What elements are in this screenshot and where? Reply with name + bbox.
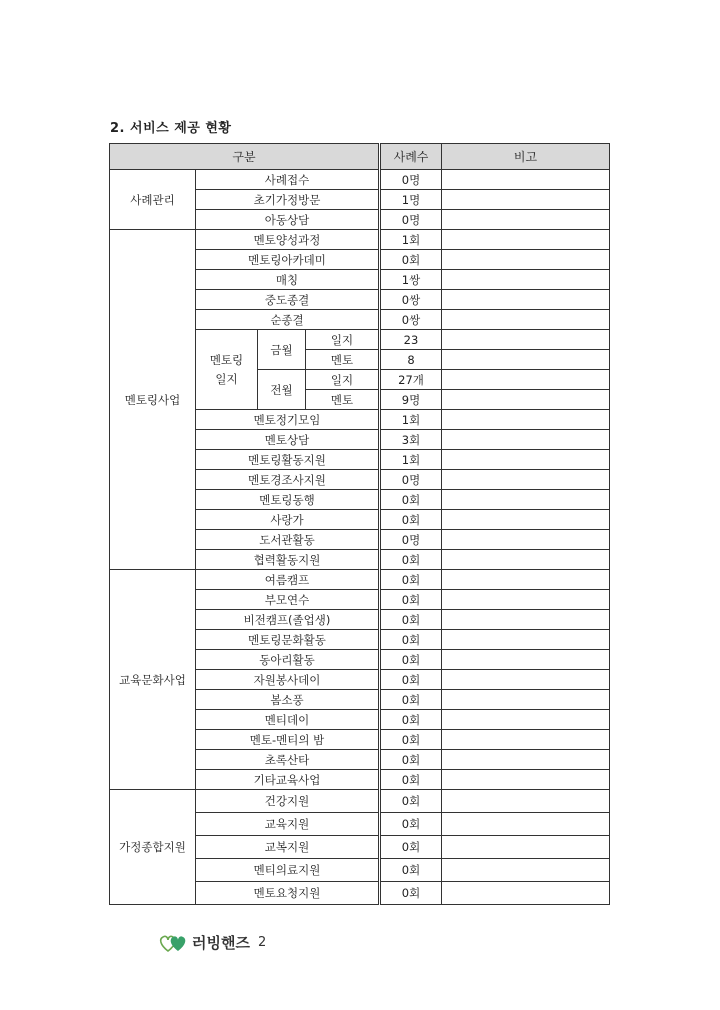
note-cell [442,630,610,650]
item-cell: 부모연수 [196,590,380,610]
item-cell: 비전캠프(졸업생) [196,610,380,630]
count-cell: 9명 [380,390,442,410]
note-cell [442,290,610,310]
count-cell: 0회 [380,730,442,750]
count-cell: 0회 [380,882,442,905]
note-cell [442,650,610,670]
note-cell [442,330,610,350]
logo-text: 러빙핸즈 [192,934,250,952]
count-cell: 1회 [380,410,442,430]
count-cell: 0회 [380,630,442,650]
count-cell: 1명 [380,190,442,210]
count-cell: 1쌍 [380,270,442,290]
note-cell [442,670,610,690]
item-cell: 자원봉사데이 [196,670,380,690]
count-cell: 0명 [380,530,442,550]
journal-label-line2: 일지 [215,371,238,386]
service-status-table [109,143,610,905]
note-cell [442,230,610,250]
note-cell [442,270,610,290]
count-cell: 27개 [380,370,442,390]
count-cell: 0회 [380,490,442,510]
note-cell [442,813,610,836]
count-cell: 0회 [380,590,442,610]
item-cell: 순종결 [196,310,380,330]
item-cell: 도서관활동 [196,530,380,550]
note-cell [442,610,610,630]
count-cell: 0회 [380,836,442,859]
count-cell: 0회 [380,650,442,670]
note-cell [442,370,610,390]
item-cell: 여름캠프 [196,570,380,590]
count-cell: 0회 [380,670,442,690]
count-cell: 0회 [380,550,442,570]
item-cell: 교복지원 [196,836,380,859]
count-cell: 0회 [380,690,442,710]
count-cell: 0회 [380,570,442,590]
table-row [110,230,610,250]
sub-item-cell: 일지 [306,330,380,350]
note-cell [442,470,610,490]
note-cell [442,770,610,790]
group-label-family: 가정종합지원 [110,790,196,905]
journal-label [196,330,258,410]
item-cell: 멘토링동행 [196,490,380,510]
table-row [110,570,610,590]
this-month-label: 금월 [258,330,306,370]
count-cell: 0회 [380,710,442,730]
note-cell [442,450,610,470]
count-cell: 0회 [380,250,442,270]
note-cell [442,350,610,370]
note-cell [442,490,610,510]
page-footer [158,932,266,953]
count-cell: 1회 [380,450,442,470]
count-cell: 0명 [380,170,442,190]
note-cell [442,710,610,730]
item-cell: 교육지원 [196,813,380,836]
group-label-mentoring: 멘토링사업 [110,230,196,570]
count-cell: 8 [380,350,442,370]
count-cell: 1회 [380,230,442,250]
note-cell [442,590,610,610]
note-cell [442,390,610,410]
item-cell: 기타교육사업 [196,770,380,790]
group-label-education: 교육문화사업 [110,570,196,790]
item-cell: 멘토링활동지원 [196,450,380,470]
note-cell [442,836,610,859]
count-cell: 0쌍 [380,310,442,330]
count-cell: 0회 [380,859,442,882]
count-cell: 0회 [380,813,442,836]
count-cell: 0회 [380,770,442,790]
header-note: 비고 [442,144,610,170]
note-cell [442,570,610,590]
table-row [110,170,610,190]
item-cell: 사례접수 [196,170,380,190]
count-cell: 0회 [380,750,442,770]
count-cell: 0쌍 [380,290,442,310]
item-cell: 협력활동지원 [196,550,380,570]
count-cell: 0명 [380,210,442,230]
item-cell: 초기가정방문 [196,190,380,210]
item-cell: 멘토경조사지원 [196,470,380,490]
table-header-row [110,144,610,170]
item-cell: 멘티의료지원 [196,859,380,882]
note-cell [442,510,610,530]
item-cell: 멘토-멘티의 밤 [196,730,380,750]
section-title: 2. 서비스 제공 현황 [110,121,232,136]
note-cell [442,859,610,882]
journal-label-line1: 멘토링 [209,353,244,368]
item-cell: 초록산타 [196,750,380,770]
item-cell: 아동상담 [196,210,380,230]
item-cell: 사랑가 [196,510,380,530]
sub-item-cell: 멘토 [306,350,380,370]
note-cell [442,882,610,905]
count-cell: 0명 [380,470,442,490]
note-cell [442,190,610,210]
page-number: 2 [257,935,267,950]
note-cell [442,750,610,770]
item-cell: 멘토정기모임 [196,410,380,430]
item-cell: 멘토링아카데미 [196,250,380,270]
item-cell: 동아리활동 [196,650,380,670]
hands-logo-icon [158,933,188,953]
item-cell: 건강지원 [196,790,380,813]
sub-item-cell: 멘토 [306,390,380,410]
group-label-case: 사례관리 [110,170,196,230]
item-cell: 멘토상담 [196,430,380,450]
note-cell [442,530,610,550]
count-cell: 0회 [380,790,442,813]
item-cell: 멘토양성과정 [196,230,380,250]
note-cell [442,730,610,750]
note-cell [442,210,610,230]
note-cell [442,410,610,430]
item-cell: 매칭 [196,270,380,290]
item-cell: 봄소풍 [196,690,380,710]
note-cell [442,430,610,450]
item-cell: 멘토요청지원 [196,882,380,905]
note-cell [442,550,610,570]
item-cell: 멘토링문화활동 [196,630,380,650]
note-cell [442,310,610,330]
count-cell: 0회 [380,510,442,530]
count-cell: 23 [380,330,442,350]
last-month-label: 전월 [258,370,306,410]
note-cell [442,250,610,270]
header-category: 구분 [110,144,380,170]
note-cell [442,690,610,710]
note-cell [442,170,610,190]
note-cell [442,790,610,813]
count-cell: 0회 [380,610,442,630]
count-cell: 3회 [380,430,442,450]
item-cell: 중도종결 [196,290,380,310]
header-count: 사례수 [380,144,442,170]
table-row [110,790,610,813]
item-cell: 멘티데이 [196,710,380,730]
sub-item-cell: 일지 [306,370,380,390]
